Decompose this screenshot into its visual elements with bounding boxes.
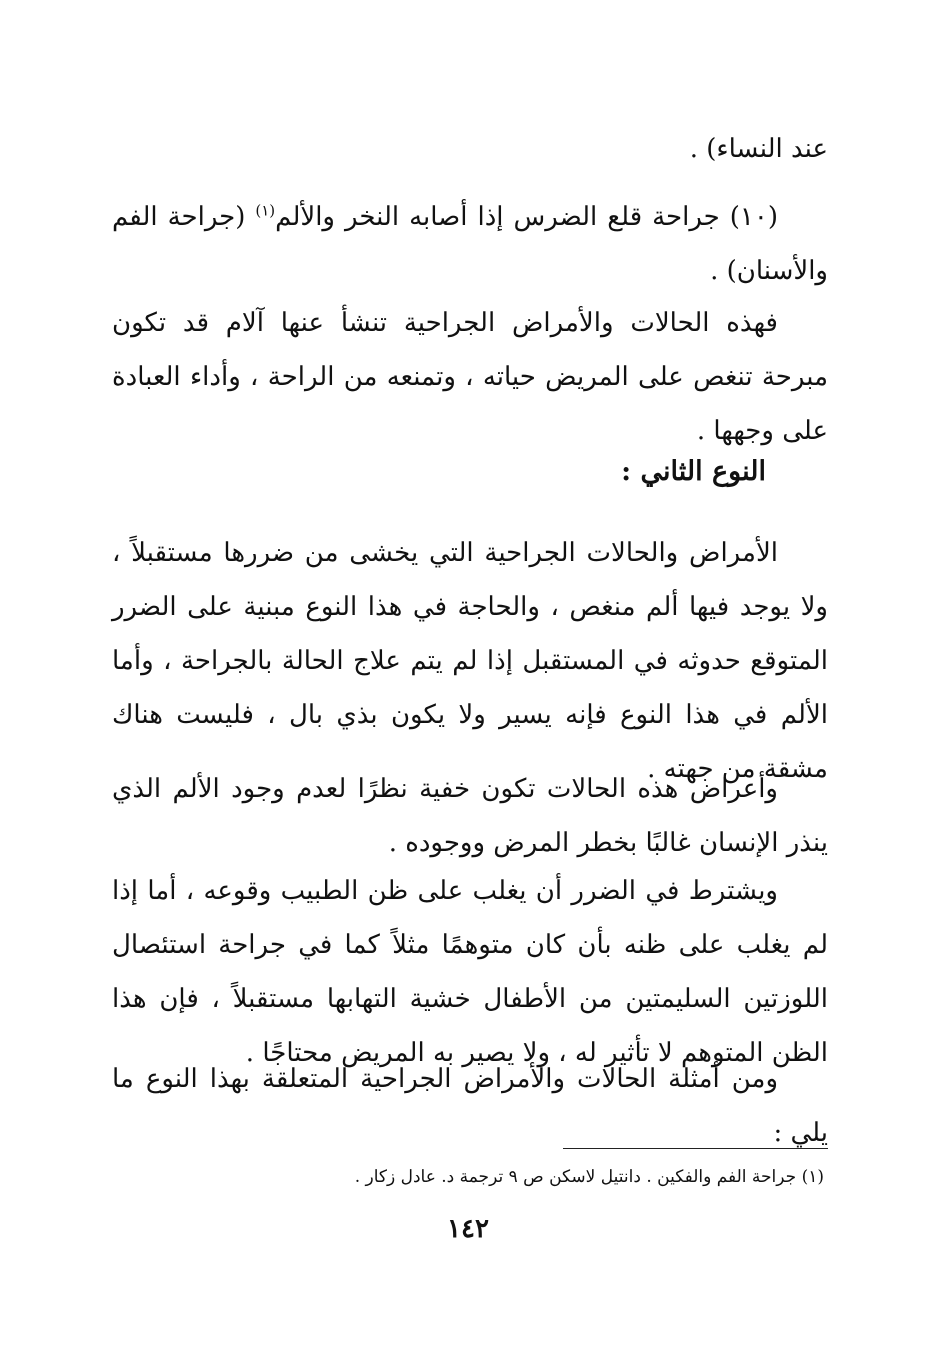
paragraph-pain-summary: فهذه الحالات والأمراض الجراحية تنشأ عنها آلام قد تكون مبرحة تنغص على المريض حياته ، وتمنعه من الراحة ، وأداء العبادة على وجهها . bbox=[112, 308, 828, 446]
paragraph-item-10 bbox=[112, 190, 828, 298]
page-number: ١٤٢ bbox=[447, 1214, 489, 1244]
item-10-text-tail: (جراحة الفم والأسنان) . bbox=[112, 202, 828, 286]
paragraph-examples: ومن أمثلة الحالات والأمراض الجراحية المتعلقة بهذا النوع ما يلي : bbox=[112, 1064, 828, 1148]
item-10-text: (١٠) جراحة قلع الضرس إذا أصابه النخر والألم bbox=[275, 202, 778, 232]
paragraph-continuation: عند النساء) . bbox=[689, 134, 828, 164]
paragraph-second-type: الأمراض والحالات الجراحية التي يخشى من ضررها مستقبلاً ، ولا يوجد فيها ألم منغص ، والحاجة في هذا النوع مبنية على الضرر المتوقع حدوثه في المستقبل إذا لم يتم علاج الحالة بالجراحة ، وأما الألم في هذا النوع فإنه يسير ولا يكون بذي بال ، فليست هناك مشقة من جهته . bbox=[112, 538, 828, 784]
footnote: (١) جراحة الفم والفكين . دانتيل لاسكن ص ٩ ترجمة د. عادل زكار . bbox=[354, 1167, 824, 1187]
section-heading: النوع الثاني : bbox=[621, 456, 766, 487]
paragraph-symptoms: وأعراض هذه الحالات تكون خفية نظرًا لعدم وجود الألم الذي ينذر الإنسان غالبًا بخطر المرض ووجوده . bbox=[112, 774, 828, 858]
paragraph-condition: ويشترط في الضرر أن يغلب على ظن الطبيب وقوعه ، أما إذا لم يغلب على ظنه بأن كان متوهمًا مثلاً كما في جراحة استئصال اللوزتين السليمتين من الأطفال خشية التهابها مستقبلاً ، فإن هذا الظن المتوهم لا تأثير له ، ولا يصير به المريض محتاجًا . bbox=[112, 876, 828, 1068]
footnote-divider bbox=[563, 1148, 828, 1149]
footnote-reference: (١) bbox=[255, 201, 276, 220]
